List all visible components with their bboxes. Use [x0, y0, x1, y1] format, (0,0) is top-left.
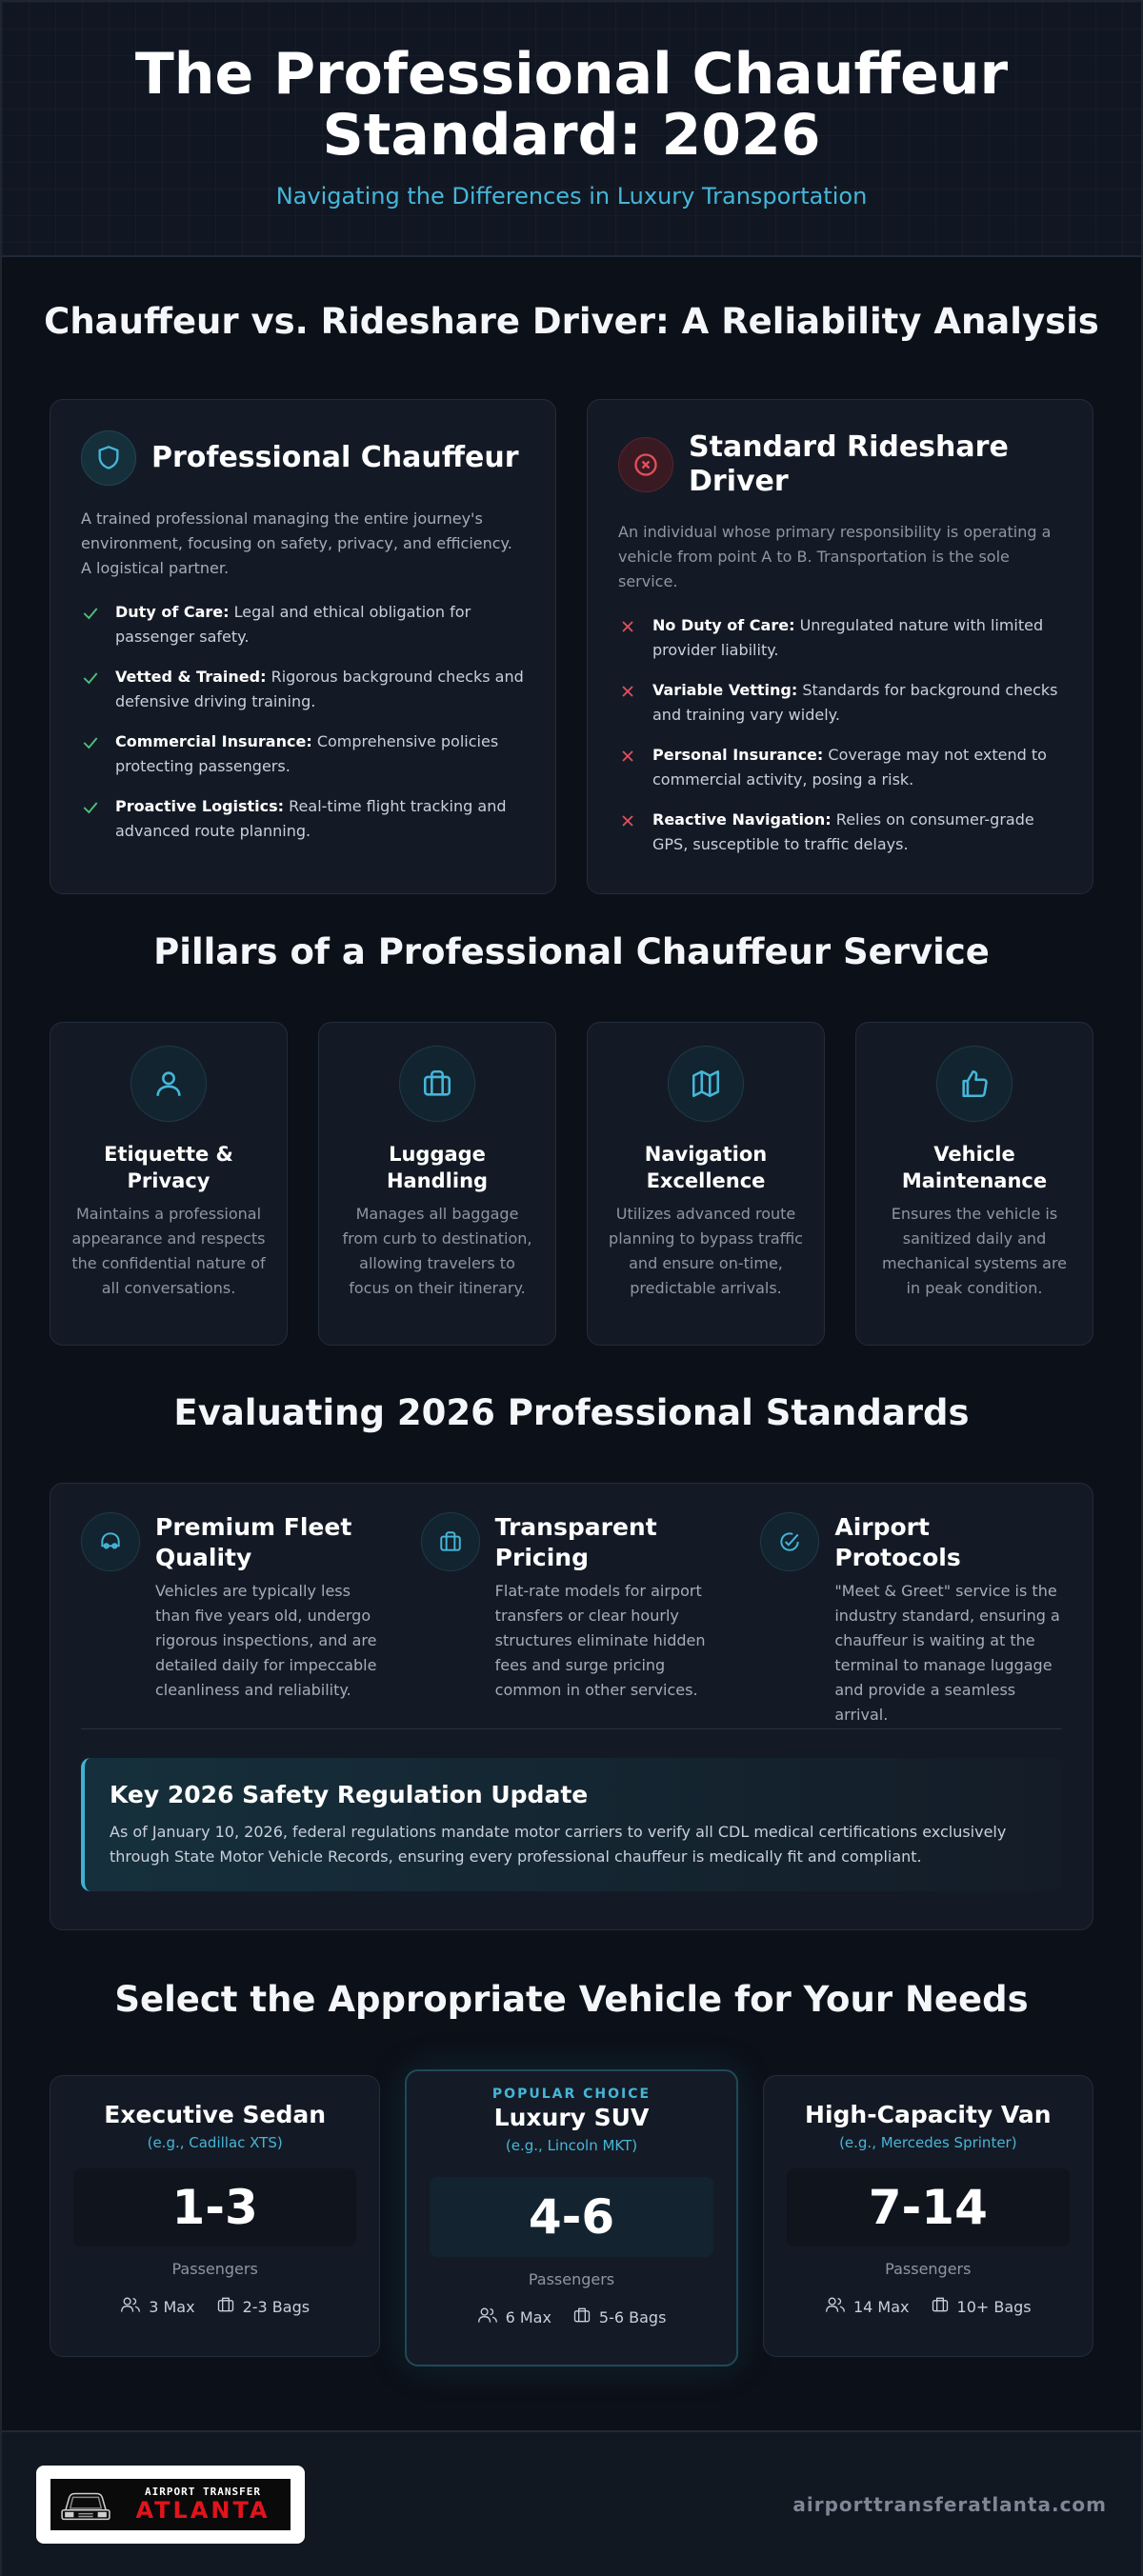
chauffeur-card [50, 399, 556, 894]
users-icon [825, 2295, 846, 2318]
standard-title: Premium Fleet Quality [155, 1513, 352, 1571]
vehicle-example: (e.g., Mercedes Sprinter) [839, 2134, 1017, 2151]
x-icon [618, 747, 639, 792]
x-circle-icon [618, 437, 673, 492]
pillar-text: Manages all baggage from curb to destination, allowing travelers to focus on their itinerary. [342, 1205, 532, 1297]
passenger-range: 7-14 [787, 2168, 1070, 2247]
standard-text: Flat-rate models for airport transfers or clear hourly structures eliminate hidden fees and surge pricing common in other services. [494, 1582, 706, 1699]
luggage-icon [572, 2306, 592, 2328]
pillar-text: Ensures the vehicle is sanitized daily and mechanical systems are in peak condition. [881, 1205, 1068, 1297]
passenger-range: 4-6 [430, 2177, 712, 2257]
check-icon [81, 798, 102, 844]
list-item: Personal Insurance: Coverage may not extend to commercial activity, posing a risk. [618, 743, 1062, 792]
pillar-text: Utilizes advanced route planning to bypass traffic and ensure on-time, predictable arrivals. [609, 1205, 803, 1297]
vehicles-title: Select the Appropriate Vehicle for Your Needs [114, 1979, 1029, 2020]
list-item: Proactive Logistics: Real-time flight tracking and advanced route planning. [81, 794, 525, 844]
rideshare-card [587, 399, 1093, 894]
list-item: Reactive Navigation: Relies on consumer-grade GPS, susceptible to traffic delays. [618, 808, 1062, 857]
company-logo[interactable] [36, 2466, 305, 2544]
max-passengers: 3 Max [149, 2297, 195, 2316]
briefcase-icon [421, 1512, 480, 1571]
max-passengers: 14 Max [852, 2297, 910, 2316]
logo-wordmark: ATLANTA [135, 2497, 271, 2524]
hero-header [2, 2, 1141, 257]
passengers-label: Passengers [885, 2260, 972, 2278]
comparison-section [2, 301, 1141, 894]
callout-title: Key 2026 Safety Regulation Update [110, 1781, 589, 1808]
vehicles-section [2, 1979, 1141, 2366]
pillar-title: Luggage Handling [386, 1143, 489, 1192]
pillar-card [318, 1022, 556, 1346]
popular-badge: POPULAR CHOICE [491, 2087, 652, 2102]
vehicle-card-suv [405, 2069, 737, 2366]
x-icon [618, 617, 639, 663]
standard-title: Airport Protocols [834, 1513, 961, 1571]
bag-capacity: 10+ Bags [956, 2297, 1032, 2316]
standard-text: "Meet & Greet" service is the industry standard, ensuring a chauffeur is waiting at the terminal to manage luggage and provide a seamless arrival. [834, 1582, 1060, 1724]
standards-section [2, 1392, 1141, 1930]
footer [2, 2430, 1141, 2576]
pillars-section [2, 931, 1141, 1346]
list-item: Vetted & Trained: Rigorous background checks and defensive driving training. [81, 665, 525, 714]
callout-text: As of January 10, 2026, federal regulations mandate motor carriers to verify all CDL medical certifications exclusively through State Motor Vehicle Records, ensuring every professional chauffeur is medically fit and compliant. [110, 1823, 1007, 1866]
pillar-card [855, 1022, 1093, 1346]
check-icon [81, 604, 102, 649]
vehicle-name: Executive Sedan [104, 2101, 327, 2128]
chauffeur-title: Professional Chauffeur [151, 441, 519, 474]
passenger-range: 1-3 [73, 2168, 356, 2247]
pillar-title: Navigation Excellence [644, 1143, 768, 1192]
passengers-label: Passengers [171, 2260, 258, 2278]
pillar-card [587, 1022, 825, 1346]
check-circle-icon [760, 1512, 819, 1571]
car-icon [81, 1512, 140, 1571]
standards-title: Evaluating 2026 Professional Standards [173, 1392, 970, 1433]
rideshare-list [618, 613, 1062, 857]
vehicle-example: (e.g., Lincoln MKT) [505, 2137, 638, 2154]
pillar-text: Maintains a professional appearance and respects the confidential nature of all conversations. [71, 1205, 266, 1297]
briefcase-icon [399, 1046, 475, 1122]
vehicle-card-van [763, 2075, 1093, 2357]
luggage-icon [216, 2295, 235, 2318]
list-item: Variable Vetting: Standards for background checks and training vary widely. [618, 678, 1062, 728]
standard-title: Transparent Pricing [494, 1513, 657, 1571]
x-icon [618, 682, 639, 728]
logo-tagline: AIRPORT TRANSFER [145, 2486, 261, 2498]
check-icon [81, 733, 102, 779]
bag-capacity: 5-6 Bags [598, 2307, 667, 2326]
list-item: No Duty of Care: Unregulated nature with limited provider liability. [618, 613, 1062, 663]
standard-item [760, 1512, 1062, 1728]
vehicle-name: Luxury SUV [493, 2104, 650, 2131]
luggage-icon [931, 2295, 950, 2318]
standard-item [421, 1512, 723, 1728]
vehicle-name: High-Capacity Van [805, 2101, 1052, 2128]
list-item: Commercial Insurance: Comprehensive policies protecting passengers. [81, 729, 525, 779]
regulation-callout [81, 1758, 1062, 1891]
passengers-label: Passengers [528, 2270, 615, 2288]
map-icon [668, 1046, 744, 1122]
page-title: The Professional Chauffeur Standard: 2026 [134, 41, 1009, 169]
vehicle-card-sedan [50, 2075, 380, 2357]
standards-panel [50, 1483, 1093, 1930]
pillar-title: Etiquette & Privacy [104, 1143, 233, 1192]
thumbs-up-icon [936, 1046, 1013, 1122]
vehicle-example: (e.g., Cadillac XTS) [147, 2134, 283, 2151]
users-icon [477, 2306, 498, 2328]
chauffeur-description: A trained professional managing the entire journey's environment, focusing on safety, privacy, and efficiency. A logistical partner. [81, 509, 512, 577]
standard-item [81, 1512, 383, 1728]
max-passengers: 6 Max [505, 2307, 551, 2326]
chauffeur-list [81, 600, 525, 844]
shield-icon [81, 430, 136, 486]
x-icon [618, 811, 639, 857]
users-icon [120, 2295, 141, 2318]
user-icon [130, 1046, 207, 1122]
pillars-title: Pillars of a Professional Chauffeur Service [153, 931, 990, 972]
check-icon [81, 669, 102, 714]
standard-text: Vehicles are typically less than five years old, undergo rigorous inspections, and are detailed daily for impeccable cleanliness and reliability. [155, 1582, 377, 1699]
pillar-title: Vehicle Maintenance [901, 1143, 1048, 1192]
rideshare-description: An individual whose primary responsibility is operating a vehicle from point A to B. Transportation is the sole service. [618, 523, 1052, 590]
bag-capacity: 2-3 Bags [242, 2297, 311, 2316]
car-icon [56, 2483, 115, 2526]
list-item: Duty of Care: Legal and ethical obligation for passenger safety. [81, 600, 525, 649]
comparison-title: Chauffeur vs. Rideshare Driver: A Reliability Analysis [44, 301, 1099, 342]
page-subtitle: Navigating the Differences in Luxury Transportation [275, 183, 868, 210]
pillar-card [50, 1022, 288, 1346]
footer-website-link[interactable]: airporttransferatlanta.com [792, 2492, 1107, 2516]
rideshare-title: Standard Rideshare Driver [689, 430, 1009, 498]
